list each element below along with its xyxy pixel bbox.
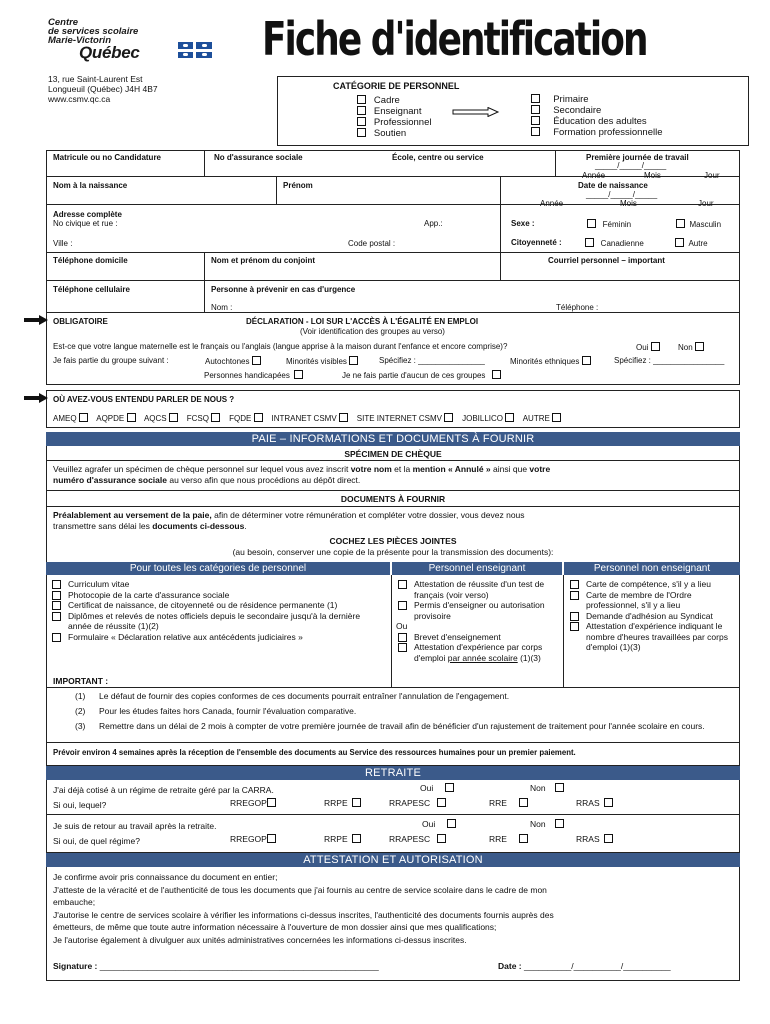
org-line-2: de services scolaire [48,26,139,37]
attestation-line: J'autorise le centre de services scolaire à vérifier les informations ci-dessus inscrites, l'authenticité des documents fournis auprès des [53,909,554,920]
checkbox[interactable] [570,612,579,621]
document-item[interactable]: Curriculum vitae [48,579,378,590]
source-option[interactable]: AQCS [144,414,178,423]
document-item[interactable]: Photocopie de la carte d'assurance sociale [48,590,378,601]
note-item: (3) Remettre dans un délai de 2 mois à compter de votre première journée de travail afin de bénéficier d'un rajustement de traitement pour l'année scolaire en cours. [75,721,705,731]
plan-rras[interactable]: RRAS [576,834,613,845]
birth-date-label: Date de naissance [578,181,648,190]
checkbox[interactable] [252,356,261,365]
specify-field-1[interactable]: Spécifiez : _______________ [379,356,485,365]
checkbox[interactable] [52,591,61,600]
source-option[interactable]: JOBILLICO [462,414,514,423]
checkbox[interactable] [447,819,456,828]
attestation-line: embauche; [53,897,96,907]
matricule-label: Matricule ou no Candidature [53,153,162,162]
checkbox[interactable] [651,342,660,351]
date-row [498,961,671,972]
other-citizenship-option[interactable]: Autre [675,238,708,249]
website-link[interactable]: www.csmv.qc.ca [48,94,111,104]
first-day-input[interactable]: _____/_____/_____ [595,161,667,170]
sex-label: Sexe : [511,219,535,228]
address-line-2: Longueuil (Québec) J4H 4B7 [48,84,158,94]
document-item[interactable]: Diplômes et relevés de notes officiels depuis le secondaire jusqu'à la dernière année de réussite (1)(2) [48,611,378,632]
plan-rregop[interactable]: RREGOP [230,834,276,845]
postal-code-label: Code postal : [348,239,396,248]
mandatory-label: OBLIGATOIRE [53,317,108,326]
apt-label: App.: [424,219,443,228]
checkbox[interactable] [357,128,366,137]
spouse-label: Nom et prénom du conjoint [211,256,315,265]
checkbox[interactable] [604,834,613,843]
checkbox[interactable] [676,219,685,228]
signature-field[interactable]: ___________________________________________________________ [99,961,379,971]
arrow-right-icon [24,316,48,324]
checkbox[interactable] [570,580,579,589]
checkbox[interactable] [555,819,564,828]
processing-note: Prévoir environ 4 semaines après la réception de l'ensemble des documents au Service des ressources humaines pour un premier paiement. [53,748,576,757]
month-label: Mois [620,199,637,208]
document-item[interactable]: Attestation de réussite d'un test de français (voir verso) [394,579,556,600]
cheque-title: SPÉCIMEN DE CHÈQUE [344,449,442,459]
checkbox[interactable] [519,798,528,807]
year-label: Année [582,171,606,180]
checkbox[interactable] [52,633,61,642]
checkbox[interactable] [445,783,454,792]
date-field[interactable]: __________/__________/__________ [524,961,671,971]
or-label: Ou [396,621,408,631]
checkbox[interactable] [570,591,579,600]
notes-list [75,691,725,732]
note-item: (1) Le défaut de fournir des copies conformes de ces documents pourrait entraîner l'annulation de l'engagement. [75,691,510,701]
check-attached-subtitle: (au besoin, conserver une copie de la présente pour la transmission des documents): [232,547,554,557]
retirement-title: RETRAITE [46,766,740,780]
source-title: OÙ AVEZ-VOUS ENTENDU PARLER DE NOUS ? [53,395,235,404]
checkbox[interactable] [52,612,61,621]
checkbox[interactable] [267,798,276,807]
checkbox[interactable] [267,834,276,843]
col-teaching-title: Personnel enseignant [392,562,562,575]
col-nonteaching-title: Personnel non enseignant [564,562,740,575]
emergency-label: Personne à prévenir en cas d'urgence [211,285,356,294]
return-no[interactable]: Non [530,819,564,830]
category-option[interactable]: Soutien [357,128,431,139]
emergency-name-label: Nom : [211,303,233,312]
source-option[interactable]: AUTRE [523,414,561,423]
document-item[interactable]: Attestation d'expérience indiquant le nombre d'heures travaillées par corps d'emploi (1)(3) [566,621,736,653]
nas-label: No d'assurance sociale [214,153,303,162]
checkbox[interactable] [357,117,366,126]
col-teaching-list [394,579,556,663]
checkbox[interactable] [398,601,407,610]
home-phone-label: Téléphone domicile [53,256,128,265]
checkbox[interactable] [398,580,407,589]
document-item[interactable]: Carte de membre de l'Ordre professionnel, s'il y a lieu [566,590,736,611]
category-option[interactable]: Formation professionnelle [531,127,663,138]
checkbox[interactable] [294,370,303,379]
day-label: Jour [704,171,720,180]
checkbox[interactable] [437,798,446,807]
arrow-right-icon [452,107,500,117]
mother-tongue-question: Est-ce que votre langue maternelle est le français ou l'anglais (langue apprise à la maison durant l'enfance et encore comprise)? [53,342,508,351]
mother-tongue-yes[interactable]: Oui [636,342,660,353]
city-label: Ville : [53,239,73,248]
quebec-wordmark: Québec [79,43,140,62]
document-item[interactable]: Carte de compétence, s'il y a lieu [566,579,736,590]
which-plan-question-2: Si oui, de quel régime? [53,836,140,846]
category-option[interactable]: Secondaire [531,105,663,116]
document-item[interactable]: Permis d'enseigner ou autorisation provisoire [394,600,556,621]
attestation-line: Je confirme avoir pris connaissance du document en entier; [53,872,278,882]
return-yes[interactable]: Oui [422,819,456,830]
emergency-phone-label: Téléphone : [556,303,599,312]
plan-rre[interactable]: RRE [489,834,528,845]
return-question: Je suis de retour au travail après la retraite. [53,821,217,831]
document-item[interactable]: Demande d'adhésion au Syndicat [566,611,736,622]
attestation-text [53,871,733,946]
category-left-list [357,95,431,139]
document-item[interactable]: Attestation d'expérience par corps d'emploi par année scolaire (1)(3) [394,642,556,663]
checkbox[interactable] [582,356,591,365]
checkbox[interactable] [352,798,361,807]
quebec-flag-icon [178,42,212,58]
checkbox[interactable] [357,95,366,104]
source-option[interactable]: AQPDE [96,414,135,423]
address-block [48,74,158,104]
citizenship-label: Citoyenneté : [511,238,562,247]
checkbox[interactable] [398,633,407,642]
checkbox[interactable] [492,370,501,379]
arrow-right-icon [24,394,48,402]
canadian-option[interactable]: Canadienne [585,238,644,249]
street-label: No civique et rue : [53,219,118,228]
documents-instructions: Préalablement au versement de la paie, afin de déterminer votre rémunération et compléter votre dossier, vous devez nous transmettre sans délai les documents ci-dessous. [53,510,525,531]
first-day-label: Première journée de travail [586,153,689,162]
checkbox[interactable] [531,127,540,136]
page-title: Fiche d'identification [262,12,647,66]
equity-title: DÉCLARATION - LOI SUR L'ACCÈS À L'ÉGALITÉ EN EMPLOI [246,317,479,326]
attestation-title: ATTESTATION ET AUTORISATION [46,853,740,867]
day-label: Jour [698,199,714,208]
org-line-3: Marie-Victorin [48,35,111,46]
checkbox[interactable] [604,798,613,807]
group-label: Je fais partie du groupe suivant : [53,356,169,365]
checkbox[interactable] [570,622,579,631]
org-name [48,18,138,45]
checkbox[interactable] [52,580,61,589]
group-visible-minorities[interactable]: Minorités visibles [286,356,358,367]
attestation-line: J'atteste de la véracité et de l'authenticité de tous les documents que j'ai fournis au centre de service scolaire dans le cadre de mon [53,884,547,895]
col-all-title: Pour toutes les catégories de personnel [46,562,390,575]
checkbox[interactable] [357,106,366,115]
month-label: Mois [644,171,661,180]
important-label: IMPORTANT : [53,676,109,686]
identity-form [46,150,740,313]
checkbox[interactable] [398,643,407,652]
checkbox[interactable] [695,342,704,351]
source-option[interactable]: INTRANET CSMV [271,414,347,423]
category-right-list [531,94,663,138]
address-line-1: 13, rue Saint-Laurent Est [48,74,143,84]
mother-tongue-no[interactable]: Non [678,342,704,353]
attestation-line: émetteurs, de même que toute autre information nécessaire à l'ouverture de mon dossier ainsi que mes qualifications; [53,922,497,932]
signature-label: Signature : [53,961,98,971]
checkbox[interactable] [587,219,596,228]
group-none[interactable]: Je ne fais partie d'aucun de ces groupes [342,370,501,381]
year-label: Année [540,199,564,208]
first-name-label: Prénom [283,181,313,190]
group-autochtones[interactable]: Autochtones [205,356,261,367]
plan-rrapesc[interactable]: RRAPESC [389,834,446,845]
birth-date-input[interactable]: _____/_____/_____ [586,190,658,199]
attestation-line: Je l'autorise également à divulguer aux unités administratives concernées les informations ci-dessus inscrites. [53,934,467,945]
checkbox[interactable] [531,116,540,125]
plan-rregop[interactable]: RREGOP [230,798,276,809]
checkbox[interactable] [349,356,358,365]
cheque-instructions: Veuillez agrafer un spécimen de chèque personnel sur lequel vous avez inscrit votre nom et la mention « Annulé » ainsi que votre numéro d'assurance sociale au verso afin que nous procédions au dépôt direct. [53,464,551,485]
paie-title: PAIE – INFORMATIONS ET DOCUMENTS À FOURNIR [46,432,740,446]
checkbox[interactable] [531,105,540,114]
birth-name-label: Nom à la naissance [53,181,128,190]
checkbox[interactable] [519,834,528,843]
document-item[interactable]: Brevet d'enseignement [394,632,556,643]
source-option[interactable]: SITE INTERNET CSMV [357,414,453,423]
category-option[interactable]: Primaire [531,94,663,105]
category-option[interactable]: Cadre [357,95,431,106]
group-disabled[interactable]: Personnes handicapées [204,370,303,381]
carra-question: J'ai déjà cotisé à un régime de retraite géré par la CARRA. [53,785,274,795]
carra-no[interactable]: Non [530,783,564,794]
source-option[interactable]: FCSQ [187,414,220,423]
checkbox[interactable] [352,834,361,843]
carra-yes[interactable]: Oui [420,783,454,794]
checkbox[interactable] [531,94,540,103]
col-all-list [48,579,378,642]
document-item[interactable]: Formulaire « Déclaration relative aux antécédents judiciaires » [48,632,378,643]
group-ethnic-minorities[interactable]: Minorités ethniques [510,356,591,367]
plan-rrpe[interactable]: RRPE [324,834,361,845]
note-item: (2) Pour les études faites hors Canada, fournir l'évaluation comparative. [75,706,357,716]
email-label: Courriel personnel – important [548,256,665,265]
checkbox[interactable] [437,834,446,843]
checkbox[interactable] [555,783,564,792]
category-option[interactable]: Enseignant [357,106,431,117]
plan-rrpe[interactable]: RRPE [324,798,361,809]
plan-rras[interactable]: RRAS [576,798,613,809]
cell-phone-label: Téléphone cellulaire [53,285,130,294]
documents-title: DOCUMENTS À FOURNIR [340,494,446,504]
date-label: Date : [498,961,522,971]
col-nonteaching-list [566,579,736,653]
category-option[interactable]: Professionnel [357,117,431,128]
male-option[interactable]: Masculin [676,219,721,230]
check-attached-title: COCHEZ LES PIÈCES JOINTES [329,536,457,546]
plan-rrapesc[interactable]: RRAPESC [389,798,446,809]
plan-rre[interactable]: RRE [489,798,528,809]
specify-field-2[interactable]: Spécifiez : ________________ [614,356,725,365]
category-option[interactable]: Éducation des adultes [531,116,663,127]
source-option[interactable]: FQDE [229,414,262,423]
category-title: CATÉGORIE DE PERSONNEL [333,81,460,91]
document-item[interactable]: Certificat de naissance, de citoyenneté ou de résidence permanente (1) [48,600,378,611]
source-option[interactable]: AMEQ [53,414,88,423]
checkbox[interactable] [52,601,61,610]
signature-row [53,961,379,972]
school-label: École, centre ou service [392,153,484,162]
checkbox[interactable] [585,238,594,247]
which-plan-question: Si oui, lequel? [53,800,107,810]
source-options [53,413,561,424]
equity-subtitle: (Voir identification des groupes au verso) [300,327,445,336]
checkbox[interactable] [675,238,684,247]
org-line-1: Centre [48,17,79,28]
female-option[interactable]: Féminin [587,219,631,230]
address-label: Adresse complète [53,210,122,219]
